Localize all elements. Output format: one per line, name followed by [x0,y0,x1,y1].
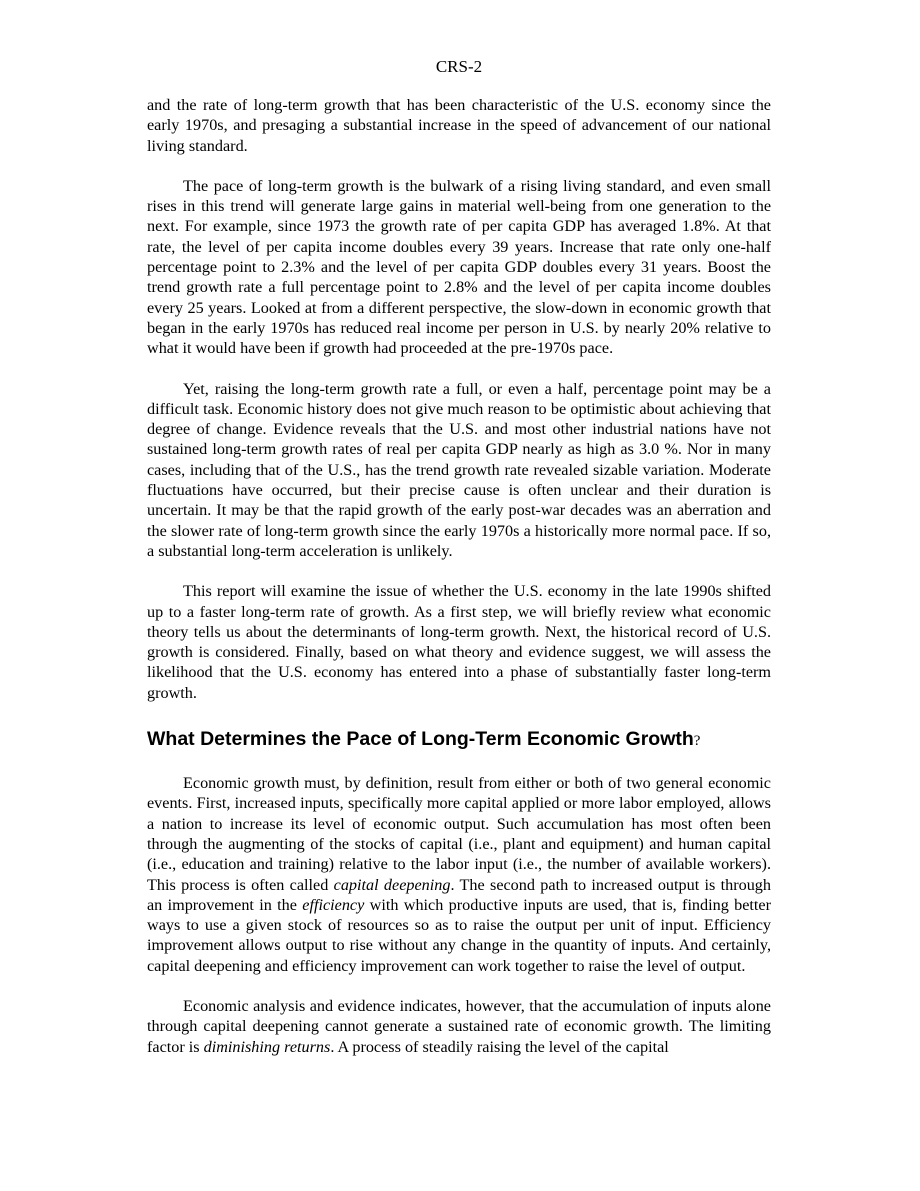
paragraph-intro-continuation: and the rate of long-term growth that has been characteristic of the U.S. economy since the early 1970s, and presaging a substantial increase in the speed of advancement of our national living standard. [147,96,771,155]
section-heading-mark: ? [693,733,701,750]
section-heading-text: What Determines the Pace of Long-Term Economic Growth [147,728,694,751]
text-run: with which productive inputs are used, that is, finding better ways to use a given stock of resources so as to raise the output per unit of input. Efficiency improvement allows output to rise without any change in the quantity of inputs. And certainly, capital deepening and efficiency improvement can work together to raise the level of output. [147,895,771,975]
text-run: Economic growth must, by definition, result from either or both of two general economic events. First, increased inputs, specifically more capital applied or more labor employed, allows a nation to increase its level of economic output. Such accumulation has most often been through the augmenting of the stocks of capital (i.e., plant and equipment) and human capital (i.e., education and training) relative to the labor input (i.e., the number of available workers). This process is often called [147,774,771,894]
italic-term-diminishing-returns: diminishing returns [203,1037,331,1056]
page-label: CRS-2 [435,57,483,76]
text-run: Economic analysis and evidence indicates, however, that the accumulation of inputs alone through capital deepening cannot generate a sustained rate of economic growth. The limiting factor is [147,996,771,1056]
paragraph-growth-pace: The pace of long-term growth is the bulwark of a rising living standard, and even small rises in this trend will generate large gains in material well-being from one generation to the next. For example, since 1973 the growth rate of per capita GDP has averaged 1.8%. At that rate, the level of per capita income doubles every 39 years. Increase that rate only one-half percentage point to 2.3% and the level of per capita GDP doubles every 31 years. Boost the trend growth rate a full percentage point to 2.8% and the level of per capita income doubles every 25 years. Looked at from a different perspective, the slow-down in economic growth that began in the early 1970s has reduced real income per person in U.S. by nearly 20% relative to what it would have been if growth had proceeded at the pre-1970s pace. [147,176,771,358]
paragraph-report-scope: This report will examine the issue of whether the U.S. economy in the late 1990s shifted up to a faster long-term rate of growth. As a first step, we will briefly review what economic theory tells us about the determinants of long-term growth. Next, the historical record of U.S. growth is considered. Finally, based on what theory and evidence suggest, we will assess the likelihood that the U.S. economy has entered into a phase of substantially faster long-term growth. [147,582,771,702]
paragraph-diminishing-returns [147,996,771,1057]
paragraph-growth-sources [147,773,771,976]
section-heading [147,727,771,753]
text-run: . A process of steadily raising the level of the capital [330,1037,669,1056]
italic-term-efficiency: efficiency [302,895,365,914]
italic-term-capital-deepening: capital deepening [333,875,451,894]
document-page [147,0,771,1077]
paragraph-difficulty: Yet, raising the long-term growth rate a full, or even a half, percentage point may be a difficult task. Economic history does not give much reason to be optimistic about achieving that degree of change. Evidence reveals that the U.S. and most other industrial nations have not sustained long-term growth rates of real per capita GDP nearly as high as 3.0 %. Nor in many cases, including that of the U.S., has the trend growth rate revealed sizable variation. Moderate fluctuations have occurred, but their precise cause is often unclear and their duration is uncertain. It may be that the rapid growth of the early post-war decades was an aberration and the slower rate of long-term growth since the early 1970s a historically more normal pace. If so, a substantial long-term acceleration is unlikely. [147,379,771,560]
text-run: . The second path to increased output is through an improvement in the [147,875,771,914]
